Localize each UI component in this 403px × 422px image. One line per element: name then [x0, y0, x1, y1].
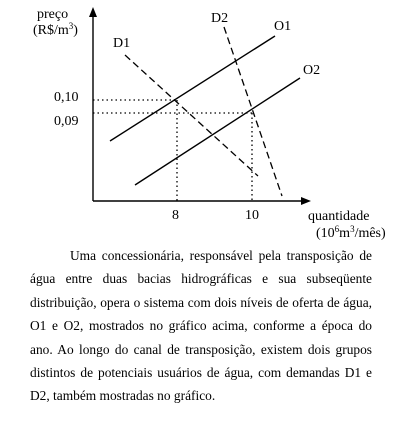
y-tick-label-0-09: 0,09	[54, 114, 79, 129]
x-axis-arrowhead	[301, 197, 311, 205]
caption-text: Uma concessionária, responsável pela transposição de água entre duas bacias hidrográficas e sua subseqüente distribuição, opera o sistema com dois níveis de oferta de água, O1 e O2, mostrados no gráfico acima, conforme a época do ano. Ao longo do canal de transposição, existem dois grupos distintos de potenciais usuários de água, com demandas D1 e D2, também mostradas no gráfico.	[30, 248, 372, 404]
y-axis-label-line2: $(R\$/m^3)$	[33, 21, 78, 38]
demand-curve-d1	[125, 55, 258, 176]
caption-paragraph	[30, 244, 372, 408]
y-axis-arrowhead	[89, 7, 97, 17]
supply-curve-o1	[110, 36, 275, 141]
x-axis-label-line1: quantidade	[308, 209, 370, 224]
curve-label-d1: D1	[113, 36, 131, 51]
x-tick-label-10: 10	[245, 208, 259, 223]
x-axis-label-line2: $(10^6m^3/mês)$	[316, 224, 386, 240]
curve-label-d2: D2	[211, 11, 229, 26]
x-tick-label-8: 8	[172, 208, 179, 223]
supply-curve-o2	[135, 78, 300, 185]
curve-label-o2: O2	[303, 63, 321, 78]
curve-label-o1: O1	[274, 19, 292, 34]
y-tick-label-0-10: 0,10	[54, 90, 79, 105]
y-axis-label-line1: preço	[37, 7, 69, 22]
demand-curve-d2	[224, 27, 282, 196]
